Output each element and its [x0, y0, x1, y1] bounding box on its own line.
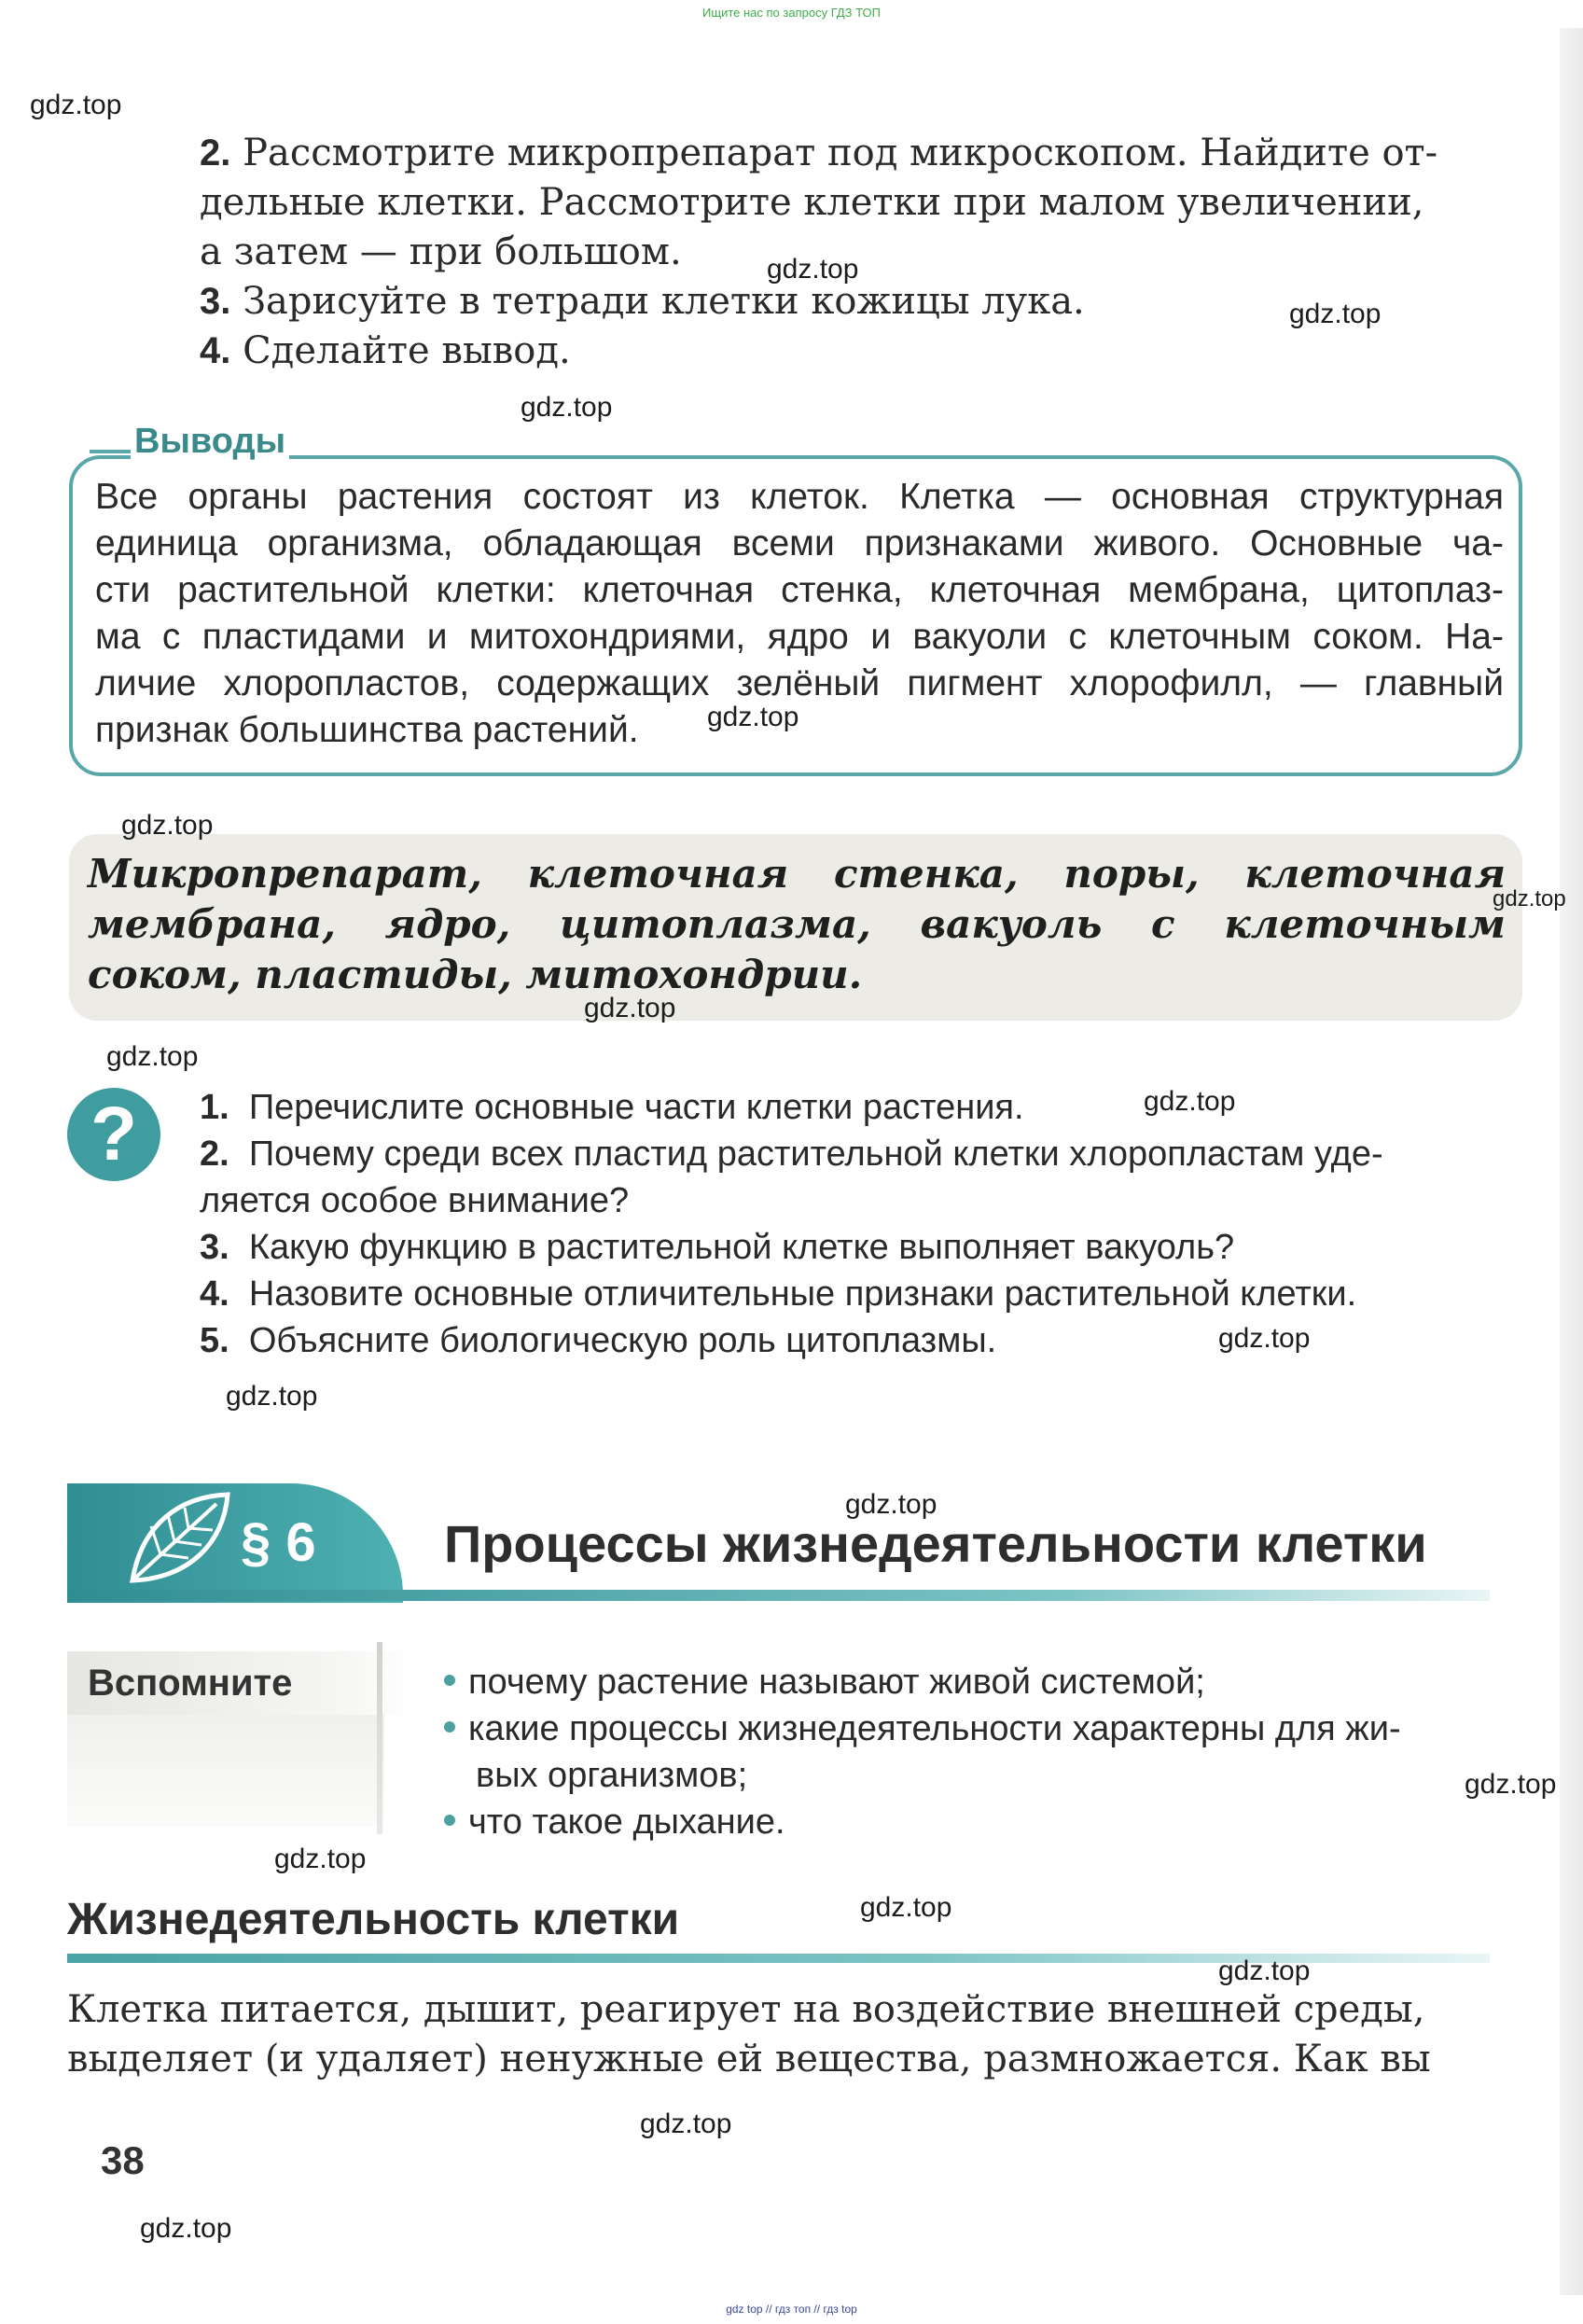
- conclusions-text: [95, 474, 1504, 754]
- watermark: gdz.top: [1218, 1955, 1311, 1986]
- step-number: 3.: [200, 281, 231, 322]
- step-number: 4.: [200, 330, 231, 371]
- body-line-1: Клетка питается, дышит, реагирует на воздействие внешней среды,: [67, 1988, 1425, 2031]
- watermark: gdz.top: [1493, 886, 1566, 912]
- step-2-line-2: дельные клетки. Рассмотрите клетки при малом увеличении,: [200, 181, 1424, 224]
- step-3: 3. Зарисуйте в тетради клетки кожицы лука.: [200, 280, 1085, 323]
- remember-pillar: [67, 1715, 384, 1827]
- key-terms-line: Микропрепарат, клеточная стенка, поры, клеточная: [88, 851, 1506, 897]
- question-2-cont: ляется особое внимание?: [200, 1181, 630, 1220]
- bullet-dot: [444, 1815, 455, 1826]
- conclusions-line: ма с пластидами и митохондриями, ядро и вакуоли с клеточным соком. На-: [95, 617, 1504, 657]
- remember-item-1: почему растение называют живой системой;: [444, 1659, 1205, 1705]
- question-3: 3. Какую функцию в растительной клетке выполняет вакуоль?: [200, 1228, 1235, 1267]
- question-1: 1. Перечислите основные части клетки растения.: [200, 1088, 1024, 1127]
- remember-item-2: какие процессы жизнедеятельности характерны для жи-: [444, 1705, 1401, 1752]
- remember-label: Вспомните: [67, 1651, 414, 1715]
- bullet-dot: [444, 1721, 455, 1733]
- watermark: gdz.top: [1218, 1323, 1311, 1354]
- key-terms-text: [88, 849, 1506, 1000]
- conclusions-rule: [90, 450, 136, 453]
- watermark: gdz.top: [274, 1844, 367, 1874]
- watermark: gdz.top: [140, 2213, 232, 2244]
- conclusions-line: признак большинства растений.: [95, 710, 639, 750]
- step-4: 4. Сделайте вывод.: [200, 329, 571, 372]
- watermark: gdz.top: [845, 1489, 937, 1520]
- section-number: § 6: [241, 1512, 316, 1573]
- conclusions-line: личие хлоропластов, содержащих зелёный пигмент хлорофилл, — главный: [95, 663, 1504, 703]
- step-2-line-1: 2. Рассмотрите микропрепарат под микроскопом. Найдите от-: [200, 132, 1438, 174]
- bottom-banner: gdz top // гдз топ // гдз top: [726, 2303, 857, 2316]
- watermark: gdz.top: [1144, 1086, 1236, 1117]
- conclusions-line: единица организма, обладающая всеми признаками живого. Основные ча-: [95, 523, 1504, 564]
- watermark: gdz.top: [226, 1381, 318, 1412]
- watermark: gdz.top: [860, 1892, 952, 1923]
- watermark: gdz.top: [1465, 1769, 1557, 1800]
- leaf-icon: [123, 1487, 235, 1590]
- page-edge-shadow: [1560, 28, 1583, 2295]
- watermark: gdz.top: [584, 993, 676, 1023]
- section-title: Процессы жизнедеятельности клетки: [444, 1514, 1427, 1573]
- conclusions-line: Все органы растения состоят из клеток. Клетка — основная структурная: [95, 477, 1504, 517]
- watermark: gdz.top: [121, 810, 214, 841]
- key-terms-line: мембрана, ядро, цитоплазма, вакуоль с клеточным: [88, 901, 1506, 947]
- section-badge: [67, 1483, 403, 1603]
- watermark: gdz.top: [1289, 299, 1382, 329]
- body-line-2: выделяет (и удаляет) ненужные ей вещества, размножается. Как вы: [67, 2038, 1431, 2080]
- watermark: gdz.top: [30, 90, 122, 120]
- watermark: gdz.top: [707, 702, 799, 732]
- watermark: gdz.top: [640, 2108, 732, 2139]
- watermark: gdz.top: [767, 254, 859, 285]
- conclusions-line: сти растительной клетки: клеточная стенка, клеточная мембрана, цитоплаз-: [95, 570, 1504, 610]
- watermark: gdz.top: [521, 392, 613, 423]
- question-4: 4. Назовите основные отличительные признаки растительной клетки.: [200, 1274, 1357, 1314]
- question-2: 2. Почему среди всех пластид растительной клетки хлоропластам уде-: [200, 1134, 1383, 1174]
- remember-item-3: что такое дыхание.: [444, 1799, 785, 1845]
- subheading: Жизнедеятельность клетки: [67, 1895, 680, 1944]
- key-terms-line: соком, пластиды, митохондрии.: [88, 952, 863, 997]
- bleed-through: [67, 131, 77, 169]
- bullet-dot: [444, 1675, 455, 1686]
- remember-item-2-cont: вых организмов;: [476, 1756, 748, 1795]
- question-icon: ?: [67, 1088, 160, 1181]
- section-rule: [67, 1590, 1490, 1601]
- top-banner: Ищите нас по запросу ГДЗ ТОП: [702, 6, 881, 20]
- page-number: 38: [101, 2138, 145, 2182]
- question-5: 5. Объясните биологическую роль цитоплазмы.: [200, 1321, 997, 1360]
- remember-divider: [377, 1642, 382, 1834]
- step-number: 2.: [200, 132, 231, 174]
- conclusions-label: Выводы: [131, 422, 289, 462]
- step-2-line-3: а затем — при большом.: [200, 230, 682, 273]
- watermark: gdz.top: [106, 1041, 199, 1072]
